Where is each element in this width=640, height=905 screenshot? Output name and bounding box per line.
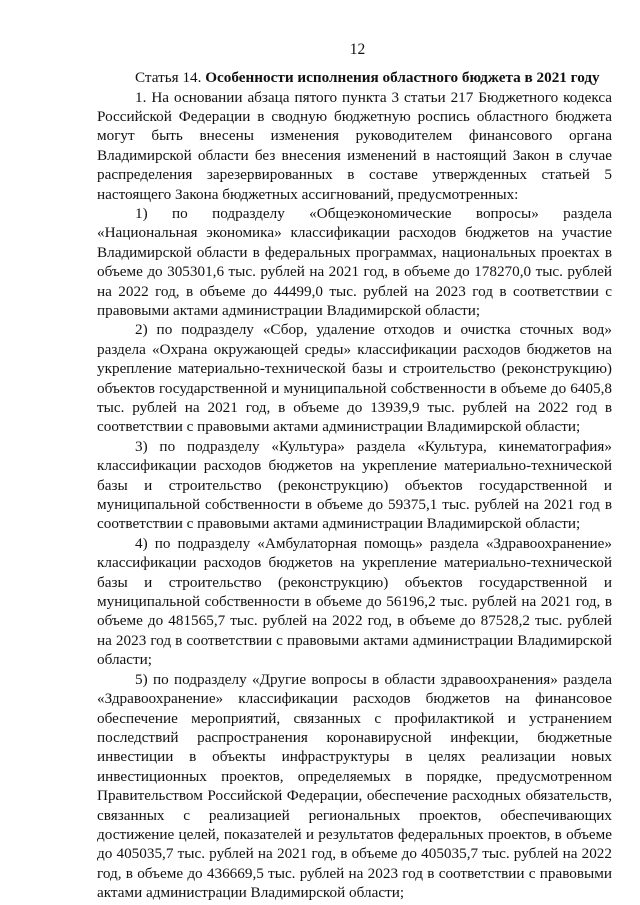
paragraph-item-4: 4) по подразделу «Амбулаторная помощь» раздела «Здравоохранение» классификации расходов бюджетов на укрепление материально-технической базы и строительство (реконструкцию) объектов государственной и муниципальной собственности в объеме до 56196,2 тыс. рублей на 2021 год, в объеме до 481565,7 тыс. рублей на 2022 год, в объеме до 87528,2 тыс. рублей на 2023 год в соответствии с правовыми актами администрации Владимирской области; <box>97 534 612 669</box>
document-page <box>97 40 612 903</box>
paragraph-item-2: 2) по подразделу «Сбор, удаление отходов и очистка сточных вод» раздела «Охрана окружающей среды» классификации расходов бюджетов на укрепление материально-технической базы и строительство (реконструкцию) объектов государственной и муниципальной собственности в объеме до 6405,8 тыс. рублей на 2021 год, в объеме до 13939,9 тыс. рублей на 2022 год в соответствии с правовыми актами администрации Владимирской области; <box>97 321 612 436</box>
article-heading <box>97 68 612 88</box>
article-label: Статья 14. <box>135 69 202 86</box>
paragraph-intro: 1. На основании абзаца пятого пункта 3 статьи 217 Бюджетного кодекса Российской Федерации в сводную бюджетную роспись областного бюджета могут быть внесены изменения руководителем финансового органа Владимирской области без внесения изменений в настоящий Закон в случае распределения зарезервированных в составе утвержденных статьей 5 настоящего Закона бюджетных ассигнований, предусмотренных: <box>97 88 612 203</box>
page-number: 12 <box>349 41 366 58</box>
paragraph-item-5: 5) по подразделу «Другие вопросы в области здравоохранения» раздела «Здравоохранение» классификации расходов бюджетов на финансовое обеспечение мероприятий, связанных с профилактикой и устранением последствий распространения коронавирусной инфекции, бюджетные инвестиции в объекты инфраструктуры в целях реализации новых инвестиционных проектов, определяемых в порядке, предусмотренном Правительством Российской Федерации, обеспечение расходных обязательств, связанных с реализацией региональных проектов, обеспечивающих достижение целей, показателей и результатов федеральных проектов, в объеме до 405035,7 тыс. рублей на 2021 год, в объеме до 405035,7 тыс. рублей на 2022 год, в объеме до 436669,5 тыс. рублей на 2023 год в соответствии с правовыми актами администрации Владимирской области; <box>97 670 612 902</box>
paragraph-item-1: 1) по подразделу «Общеэкономические вопросы» раздела «Национальная экономика» классификации расходов бюджетов на участие Владимирской области в федеральных программах, национальных проектах в объеме до 305301,6 тыс. рублей на 2021 год, в объеме до 178270,0 тыс. рублей на 2022 год, в объеме до 44499,0 тыс. рублей на 2023 год в соответствии с правовыми актами администрации Владимирской области; <box>97 204 612 319</box>
paragraph-item-3: 3) по подразделу «Культура» раздела «Культура, кинематография» классификации расходов бюджетов на укрепление материально-технической базы и строительство (реконструкцию) объектов государственной и муниципальной собственности в объеме до 59375,1 тыс. рублей на 2021 год в соответствии с правовыми актами администрации Владимирской области; <box>97 437 612 533</box>
article-title: Особенности исполнения областного бюджета в 2021 году <box>205 69 600 86</box>
